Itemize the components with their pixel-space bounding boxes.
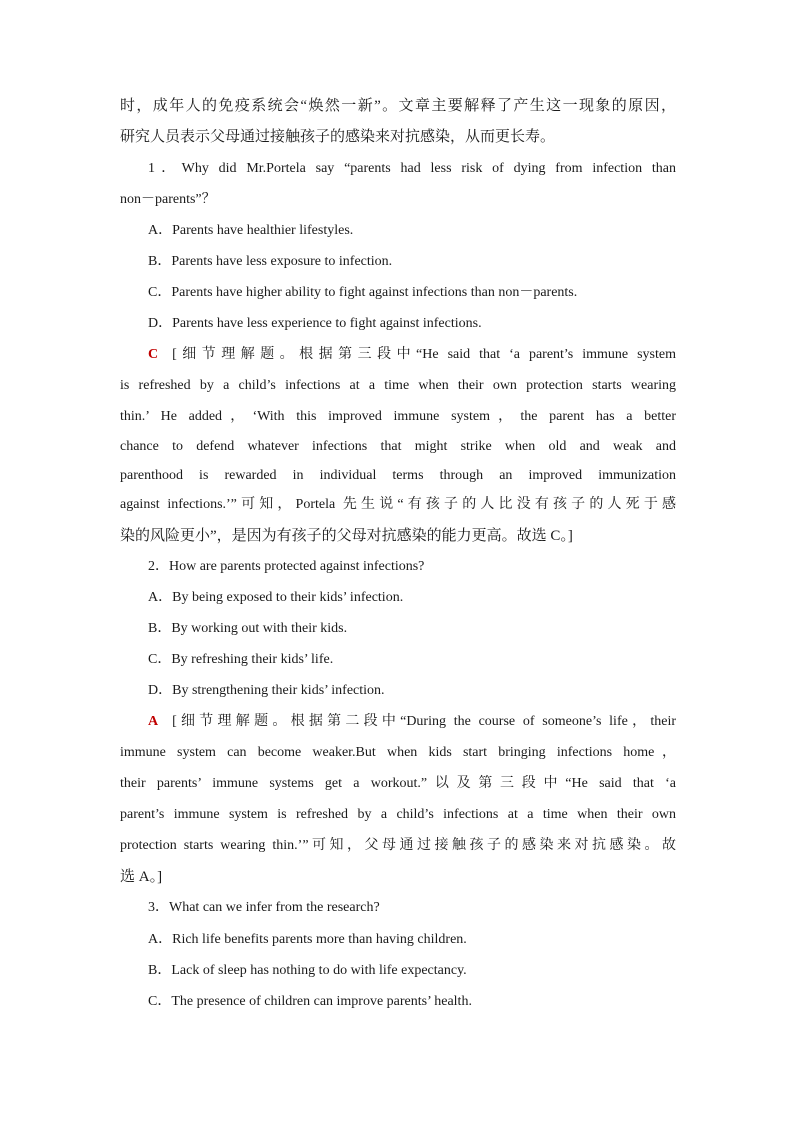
q2-stem: 2．How are parents protected against infections? [148, 559, 425, 574]
q2-explanation-text: [细节理解题。根据第二段中“During the course of someone’s life，their [172, 714, 676, 729]
q3-option-c: C．The presence of children can improve parents’ health. [148, 994, 472, 1009]
q1-option-c: C．Parents have higher ability to fight against infections than non－parents. [148, 285, 578, 300]
q1-stem-line-1: 1．Why did Mr.Portela say “parents had less risk of dying from infection than [148, 161, 676, 176]
q3-option-a: A．Rich life benefits parents more than having children. [148, 932, 467, 947]
q3-stem: 3．What can we infer from the research? [148, 900, 380, 915]
q1-explanation-line-4: chance to defend whatever infections that might strike when old and weak and [120, 439, 676, 454]
q3-option-b: B．Lack of sleep has nothing to do with life expectancy. [148, 963, 467, 978]
q2-answer: A [148, 714, 159, 729]
q2-option-a: A．By being exposed to their kids’ infection. [148, 590, 404, 605]
q2-explanation-line-3: their parents’ immune systems get a workout.”以及第三段中“He said that ‘a [120, 776, 676, 791]
q1-explanation-line-6: against infections.’”可知，Portela 先生说“有孩子的人比没有孩子的人死于感 [120, 497, 676, 512]
q1-explanation-line-1 [148, 345, 676, 365]
q2-option-d: D．By strengthening their kids’ infection. [148, 683, 385, 698]
intro-line-2: 研究人员表示父母通过接触孩子的感染来对抗感染，从而更长寿。 [120, 129, 556, 145]
q2-option-c: C．By refreshing their kids’ life. [148, 652, 334, 667]
q2-explanation-line-5: protection starts wearing thin.’”可知，父母通过接触孩子的感染来对抗感染。故 [120, 838, 676, 853]
q1-option-a: A．Parents have healthier lifestyles. [148, 223, 354, 238]
q2-explanation-line-1 [148, 712, 676, 732]
q1-answer: C [148, 347, 159, 362]
q1-explanation-line-2: is refreshed by a child’s infections at a time when their own protection starts wearing [120, 378, 676, 393]
q1-explanation-text: [细节理解题。根据第三段中“He said that ‘a parent’s immune system [172, 347, 676, 362]
q2-explanation-line-2: immune system can become weaker.But when kids start bringing infections home， [120, 745, 676, 760]
q1-explanation-line-5: parenthood is rewarded in individual terms through an improved immunization [120, 468, 676, 483]
q1-explanation-line-3: thin.’ He added，‘With this improved immune system，the parent has a better [120, 409, 676, 424]
q1-explanation-line-7: 染的风险更小”，是因为有孩子的父母对抗感染的能力更高。故选 C。] [120, 528, 573, 544]
q1-stem-line-2: non－parents”？ [120, 192, 216, 207]
q1-option-d: D．Parents have less experience to fight against infections. [148, 316, 482, 331]
intro-line-1: 时，成年人的免疫系统会“焕然一新”。文章主要解释了产生这一现象的原因， [120, 98, 676, 114]
q2-option-b: B．By working out with their kids. [148, 621, 348, 636]
q2-explanation-line-6: 选 A。] [120, 869, 163, 885]
q1-option-b: B．Parents have less exposure to infection. [148, 254, 393, 269]
q2-explanation-line-4: parent’s immune system is refreshed by a child’s infections at a time when their own [120, 807, 676, 822]
